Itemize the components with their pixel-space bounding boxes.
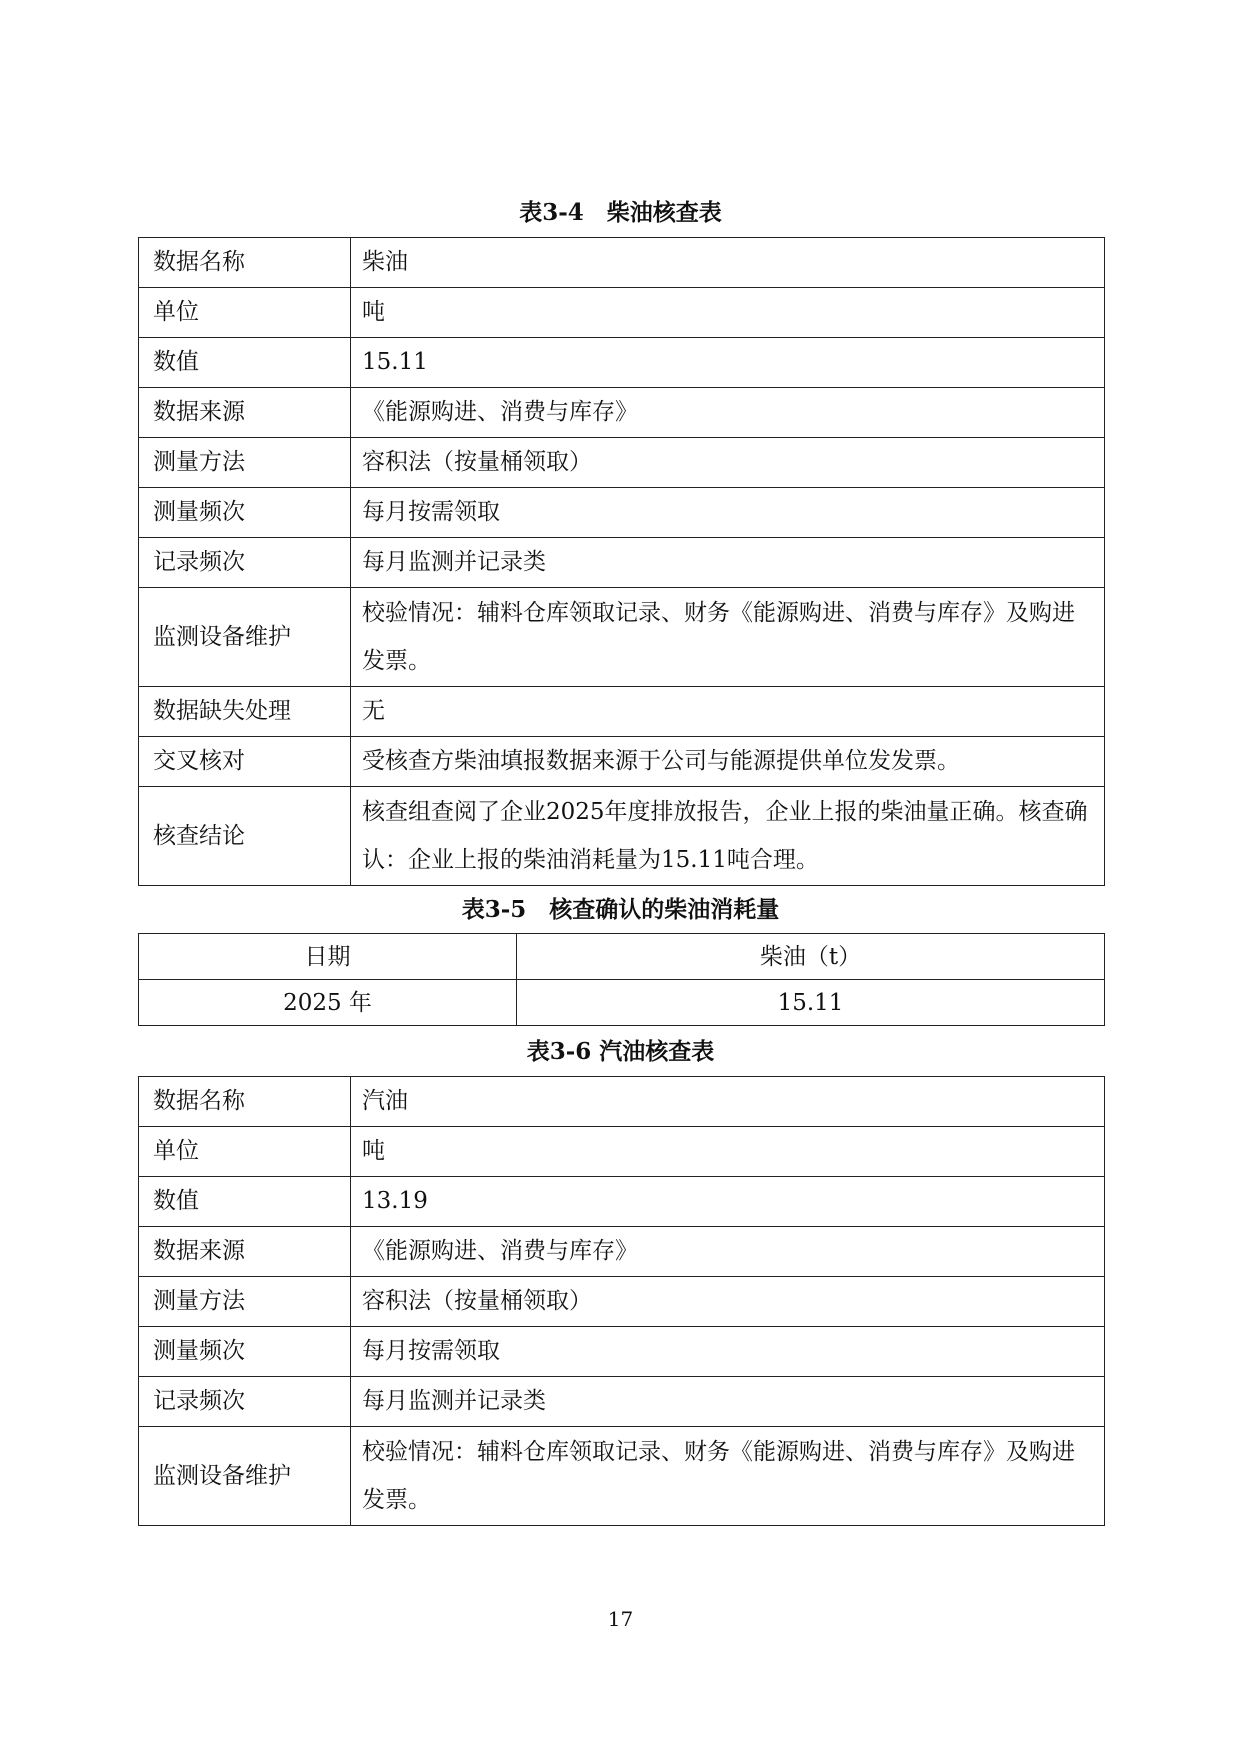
row-key: 数据来源 xyxy=(139,1227,351,1277)
page-number: 17 xyxy=(607,1607,634,1631)
row-key: 数据名称 xyxy=(139,1077,351,1127)
row-key: 记录频次 xyxy=(139,538,351,588)
row-value: 柴油 xyxy=(351,238,1105,288)
row-value: 校验情况：辅料仓库领取记录、财务《能源购进、消费与库存》及购进发票。 xyxy=(351,1427,1105,1526)
row-value: 容积法（按量桶领取） xyxy=(351,1277,1105,1327)
table-row xyxy=(139,588,1105,687)
column-header-diesel: 柴油（t） xyxy=(517,934,1105,980)
row-value: 校验情况：辅料仓库领取记录、财务《能源购进、消费与库存》及购进发票。 xyxy=(351,588,1105,687)
column-header-date: 日期 xyxy=(139,934,517,980)
table-caption-diesel: 表3-4 柴油核查表 xyxy=(519,199,722,226)
cell-date: 2025 年 xyxy=(139,980,517,1026)
table-row xyxy=(139,1377,1105,1427)
row-value: 吨 xyxy=(351,1127,1105,1177)
row-value: 受核查方柴油填报数据来源于公司与能源提供单位发发票。 xyxy=(351,737,1105,787)
row-key: 测量频次 xyxy=(139,1327,351,1377)
row-key: 监测设备维护 xyxy=(139,1427,351,1526)
table-caption-diesel-consumption: 表3-5 核查确认的柴油消耗量 xyxy=(461,896,780,923)
row-key: 交叉核对 xyxy=(139,737,351,787)
table-header-row xyxy=(139,934,1105,980)
table-caption-gasoline: 表3-6 汽油核查表 xyxy=(526,1038,715,1065)
cell-diesel: 15.11 xyxy=(517,980,1105,1026)
row-value: 《能源购进、消费与库存》 xyxy=(351,388,1105,438)
table-row xyxy=(139,1177,1105,1227)
row-key: 数值 xyxy=(139,338,351,388)
table-row xyxy=(139,238,1105,288)
row-value: 核查组查阅了企业2025年度排放报告，企业上报的柴油量正确。核查确认：企业上报的柴油消耗量为15.11吨合理。 xyxy=(351,787,1105,886)
row-key: 记录频次 xyxy=(139,1377,351,1427)
row-value: 每月监测并记录类 xyxy=(351,538,1105,588)
row-key: 监测设备维护 xyxy=(139,588,351,687)
row-key: 单位 xyxy=(139,1127,351,1177)
table-row xyxy=(139,687,1105,737)
table-row xyxy=(139,388,1105,438)
row-value: 每月按需领取 xyxy=(351,488,1105,538)
row-key: 测量方法 xyxy=(139,438,351,488)
row-key: 数据名称 xyxy=(139,238,351,288)
table-row xyxy=(139,1427,1105,1526)
row-value: 《能源购进、消费与库存》 xyxy=(351,1227,1105,1277)
table-row xyxy=(139,1327,1105,1377)
row-value: 15.11 xyxy=(351,338,1105,388)
table-row xyxy=(139,1227,1105,1277)
row-key: 核查结论 xyxy=(139,787,351,886)
table-row xyxy=(139,338,1105,388)
row-value: 每月监测并记录类 xyxy=(351,1377,1105,1427)
row-key: 单位 xyxy=(139,288,351,338)
row-key: 数值 xyxy=(139,1177,351,1227)
row-value: 吨 xyxy=(351,288,1105,338)
diesel-consumption-table xyxy=(138,933,1105,1026)
row-key: 数据来源 xyxy=(139,388,351,438)
row-value: 无 xyxy=(351,687,1105,737)
table-row xyxy=(139,288,1105,338)
row-value: 汽油 xyxy=(351,1077,1105,1127)
table-row xyxy=(139,1077,1105,1127)
table-row xyxy=(139,980,1105,1026)
row-key: 测量频次 xyxy=(139,488,351,538)
table-row xyxy=(139,787,1105,886)
row-value: 容积法（按量桶领取） xyxy=(351,438,1105,488)
row-value: 13.19 xyxy=(351,1177,1105,1227)
row-key: 测量方法 xyxy=(139,1277,351,1327)
table-row xyxy=(139,1277,1105,1327)
table-row xyxy=(139,1127,1105,1177)
row-value: 每月按需领取 xyxy=(351,1327,1105,1377)
gasoline-check-table xyxy=(138,1076,1105,1526)
table-row xyxy=(139,488,1105,538)
table-row xyxy=(139,438,1105,488)
diesel-check-table xyxy=(138,237,1105,886)
table-row xyxy=(139,737,1105,787)
table-row xyxy=(139,538,1105,588)
row-key: 数据缺失处理 xyxy=(139,687,351,737)
